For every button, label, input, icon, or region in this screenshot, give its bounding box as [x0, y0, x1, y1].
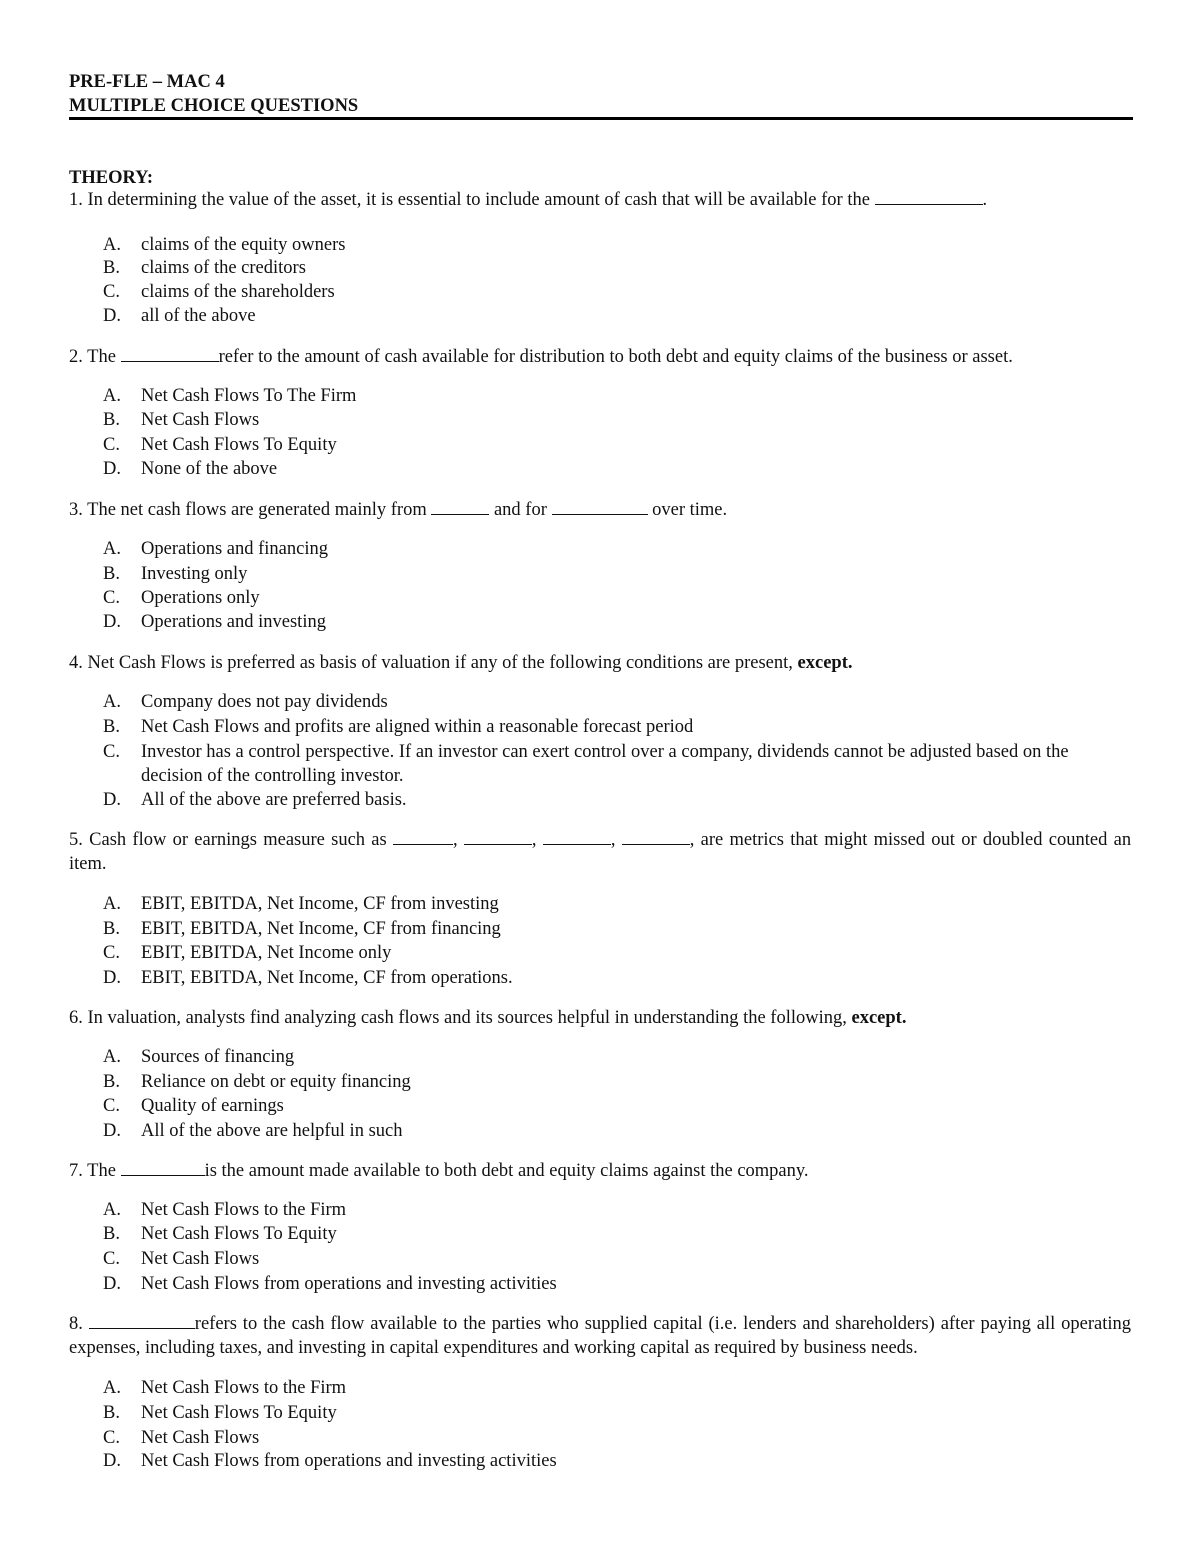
option-text: Net Cash Flows To The Firm [141, 386, 357, 406]
option-letter: B. [103, 564, 120, 584]
option-text: Net Cash Flows [141, 1428, 260, 1448]
option-letter: A. [103, 235, 121, 255]
option-letter: B. [103, 258, 120, 278]
option-a [103, 537, 1131, 561]
answer-blank [121, 1159, 205, 1176]
emphasis-except: except. [797, 653, 853, 673]
question-number: 2. [69, 347, 83, 367]
option-letter: A. [103, 1200, 121, 1220]
option-c [103, 1426, 1131, 1450]
option-letter: D. [103, 612, 121, 632]
option-c [103, 1247, 1131, 1271]
option-letter: D. [103, 1121, 121, 1141]
option-text: Net Cash Flows To Equity [141, 1224, 337, 1244]
header-divider [69, 117, 1133, 120]
answer-blank [431, 498, 489, 515]
option-a [103, 1198, 1131, 1222]
option-letter: B. [103, 1403, 120, 1423]
option-text: EBIT, EBITDA, Net Income, CF from financing [141, 919, 501, 939]
option-text: Net Cash Flows To Equity [141, 435, 337, 455]
option-letter: B. [103, 1224, 120, 1244]
option-letter: C. [103, 1249, 120, 1269]
option-letter: C. [103, 742, 120, 762]
answer-blank [121, 345, 219, 362]
option-d [103, 1272, 1131, 1296]
option-b [103, 1401, 1131, 1425]
option-b [103, 562, 1131, 586]
question-6 [69, 1006, 1131, 1030]
option-text: All of the above are helpful in such [141, 1121, 403, 1141]
question-number: 8. [69, 1314, 83, 1334]
document-title: MULTIPLE CHOICE QUESTIONS [69, 96, 359, 116]
option-b [103, 715, 1131, 739]
option-letter: C. [103, 588, 120, 608]
option-text: Operations and financing [141, 539, 328, 559]
answer-blank [622, 828, 690, 845]
option-text: Net Cash Flows and profits are aligned within a reasonable forecast period [141, 717, 694, 737]
question-stem: 7. The is the amount made available to both debt and equity claims against the company. [69, 1161, 809, 1181]
option-letter: D. [103, 1274, 121, 1294]
question-number: 5. [69, 830, 83, 850]
question-7 [69, 1159, 1131, 1183]
option-letter: C. [103, 1096, 120, 1116]
option-text: claims of the creditors [141, 258, 306, 278]
option-text: Sources of financing [141, 1047, 295, 1067]
option-letter: B. [103, 410, 120, 430]
question-stem: 6. In valuation, analysts find analyzing cash flows and its sources helpful in understanding the following, except. [69, 1008, 907, 1028]
option-d [103, 1119, 1131, 1143]
option-b [103, 256, 1131, 280]
option-text: Operations and investing [141, 612, 326, 632]
option-a [103, 892, 1131, 916]
option-c [103, 1094, 1131, 1118]
option-letter: A. [103, 894, 121, 914]
option-letter: B. [103, 919, 120, 939]
option-text: Company does not pay dividends [141, 692, 388, 712]
option-text: Net Cash Flows from operations and investing activities [141, 1274, 557, 1294]
answer-blank [552, 498, 648, 515]
option-text: Net Cash Flows from operations and investing activities [141, 1451, 557, 1471]
question-stem: 2. The refer to the amount of cash available for distribution to both debt and equity claims of the business or asset. [69, 347, 1013, 367]
option-text: claims of the shareholders [141, 282, 335, 302]
option-a [103, 384, 1131, 408]
option-letter: A. [103, 386, 121, 406]
question-stem: 4. Net Cash Flows is preferred as basis of valuation if any of the following conditions are present, except. [69, 653, 853, 673]
option-b [103, 917, 1131, 941]
question-stem: 3. The net cash flows are generated mainly from and for over time. [69, 500, 728, 520]
option-letter: D. [103, 1451, 121, 1471]
question-2 [69, 345, 1131, 369]
option-text: Reliance on debt or equity financing [141, 1072, 411, 1092]
question-stem: 8. refers to the cash flow available to the parties who supplied capital (i.e. lenders and shareholders) after paying all operating expenses, including taxes, and investing in capital expenditures and working capital as required by business needs. [69, 1314, 1132, 1358]
option-text: EBIT, EBITDA, Net Income, CF from operations. [141, 968, 513, 988]
option-letter: C. [103, 943, 120, 963]
option-d [103, 1449, 1131, 1473]
option-text: None of the above [141, 459, 278, 479]
option-c [103, 941, 1131, 965]
option-letter: A. [103, 692, 121, 712]
option-b [103, 408, 1131, 432]
option-text: claims of the equity owners [141, 235, 346, 255]
option-b [103, 1070, 1131, 1094]
option-text: All of the above are preferred basis. [141, 790, 407, 810]
option-a [103, 1045, 1131, 1069]
option-b [103, 1222, 1131, 1246]
answer-blank [875, 188, 983, 205]
option-text: Net Cash Flows to the Firm [141, 1200, 347, 1220]
answer-blank [464, 828, 532, 845]
question-3 [69, 498, 1131, 522]
option-d [103, 610, 1131, 634]
option-letter: A. [103, 539, 121, 559]
option-c [103, 740, 1133, 788]
option-letter: A. [103, 1047, 121, 1067]
answer-blank [393, 828, 453, 845]
emphasis-except: except. [851, 1008, 907, 1028]
option-letter: B. [103, 1072, 120, 1092]
answer-blank [89, 1312, 195, 1329]
option-text: EBIT, EBITDA, Net Income only [141, 943, 392, 963]
option-text: Investor has a control perspective. If an investor can exert control over a company, dividends cannot be adjusted based on the decision of the controlling investor. [141, 742, 1069, 786]
option-c [103, 586, 1131, 610]
document-header [69, 70, 1133, 118]
option-text: Net Cash Flows [141, 1249, 260, 1269]
option-text: Quality of earnings [141, 1096, 284, 1116]
option-letter: C. [103, 1428, 120, 1448]
option-letter: D. [103, 459, 121, 479]
option-text: all of the above [141, 306, 256, 326]
option-text: Net Cash Flows [141, 410, 260, 430]
option-a [103, 690, 1131, 714]
option-c [103, 433, 1131, 457]
question-number: 1. [69, 190, 83, 210]
question-number: 6. [69, 1008, 83, 1028]
course-title: PRE-FLE – MAC 4 [69, 72, 225, 92]
option-d [103, 304, 1131, 328]
option-text: EBIT, EBITDA, Net Income, CF from investing [141, 894, 499, 914]
question-stem: 5. Cash flow or earnings measure such as , , , , are metrics that might missed out or doubled counted an item. [69, 830, 1132, 874]
option-letter: C. [103, 435, 120, 455]
question-8 [69, 1312, 1131, 1360]
question-number: 7. [69, 1161, 83, 1181]
option-d [103, 966, 1131, 990]
option-d [103, 788, 1131, 812]
option-letter: B. [103, 717, 120, 737]
option-letter: D. [103, 306, 121, 326]
option-letter: D. [103, 968, 121, 988]
question-4 [69, 651, 1131, 675]
question-1 [69, 188, 1131, 212]
option-text: Investing only [141, 564, 248, 584]
option-c [103, 280, 1131, 304]
option-a [103, 233, 1131, 257]
option-letter: A. [103, 1378, 121, 1398]
answer-blank [543, 828, 611, 845]
option-text: Net Cash Flows To Equity [141, 1403, 337, 1423]
option-letter: D. [103, 790, 121, 810]
question-number: 3. [69, 500, 83, 520]
option-letter: C. [103, 282, 120, 302]
section-title: THEORY: [69, 168, 153, 188]
option-a [103, 1376, 1131, 1400]
question-5 [69, 828, 1131, 876]
question-stem: 1. In determining the value of the asset, it is essential to include amount of cash that will be available for the . [69, 190, 988, 210]
option-text: Operations only [141, 588, 260, 608]
option-d [103, 457, 1131, 481]
question-number: 4. [69, 653, 83, 673]
option-text: Net Cash Flows to the Firm [141, 1378, 347, 1398]
